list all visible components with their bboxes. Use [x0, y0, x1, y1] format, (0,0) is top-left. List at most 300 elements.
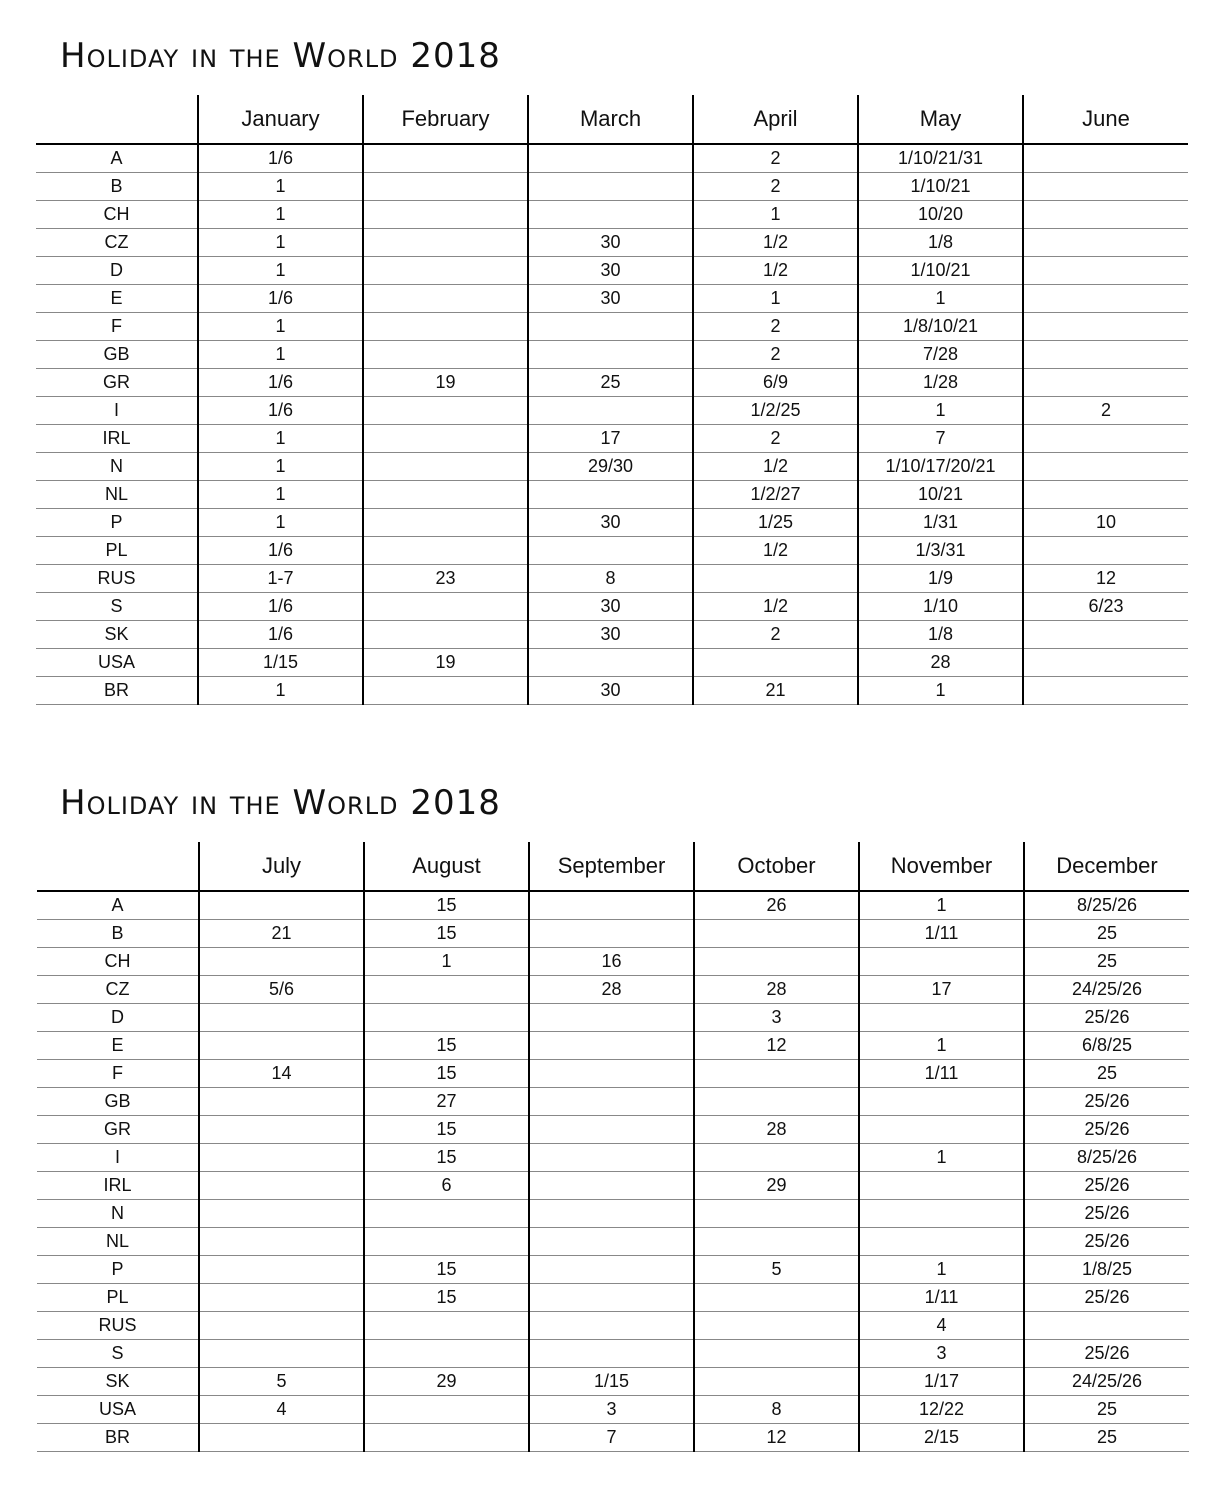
holiday-date-cell	[529, 1116, 694, 1144]
holiday-date-cell	[694, 948, 859, 976]
holiday-date-cell	[363, 313, 528, 341]
holiday-date-cell	[859, 1088, 1024, 1116]
country-code-cell: CH	[36, 201, 198, 229]
country-code-cell: GR	[37, 1116, 199, 1144]
holiday-date-cell: 29	[694, 1172, 859, 1200]
table-row	[37, 1004, 1189, 1032]
month-header: October	[694, 842, 859, 891]
holiday-date-cell: 6/8/25	[1024, 1032, 1189, 1060]
holiday-date-cell	[694, 920, 859, 948]
holiday-date-cell	[528, 537, 693, 565]
month-header: January	[198, 95, 363, 144]
country-code-cell: USA	[36, 649, 198, 677]
table-body	[36, 144, 1188, 705]
holiday-date-cell	[363, 257, 528, 285]
table-row	[36, 173, 1188, 201]
holiday-date-cell: 4	[199, 1396, 364, 1424]
holiday-date-cell	[1023, 229, 1188, 257]
holiday-date-cell: 1	[198, 313, 363, 341]
holiday-date-cell: 19	[363, 649, 528, 677]
holiday-date-cell: 1/15	[529, 1368, 694, 1396]
holiday-date-cell	[1023, 257, 1188, 285]
holiday-date-cell: 25/26	[1024, 1340, 1189, 1368]
table-row	[37, 1312, 1189, 1340]
holiday-date-cell	[859, 1004, 1024, 1032]
holiday-date-cell: 25/26	[1024, 1284, 1189, 1312]
holiday-date-cell	[199, 948, 364, 976]
holiday-date-cell	[1023, 481, 1188, 509]
holiday-date-cell	[529, 891, 694, 920]
holiday-date-cell	[364, 1424, 529, 1452]
table-row	[37, 1284, 1189, 1312]
country-code-cell: GB	[37, 1088, 199, 1116]
holiday-date-cell: 2	[1023, 397, 1188, 425]
holiday-date-cell	[199, 1424, 364, 1452]
holiday-date-cell	[1023, 537, 1188, 565]
holiday-date-cell: 25/26	[1024, 1088, 1189, 1116]
holiday-date-cell	[1024, 1312, 1189, 1340]
holiday-date-cell: 1	[198, 229, 363, 257]
holiday-date-cell: 1/8	[858, 229, 1023, 257]
holiday-date-cell: 15	[364, 1032, 529, 1060]
table-row	[37, 1228, 1189, 1256]
holiday-date-cell: 30	[528, 621, 693, 649]
holiday-date-cell	[529, 1284, 694, 1312]
holiday-date-cell: 21	[199, 920, 364, 948]
holiday-date-cell	[694, 1144, 859, 1172]
corner-cell	[36, 95, 198, 144]
holiday-date-cell	[1023, 453, 1188, 481]
holiday-date-cell	[859, 1228, 1024, 1256]
holiday-date-cell: 26	[694, 891, 859, 920]
country-code-cell: P	[36, 509, 198, 537]
holiday-date-cell: 7	[858, 425, 1023, 453]
holiday-date-cell: 7/28	[858, 341, 1023, 369]
header-row	[37, 842, 1189, 891]
holiday-date-cell: 30	[528, 285, 693, 313]
holiday-date-cell	[363, 621, 528, 649]
holiday-date-cell: 1/10/21	[858, 257, 1023, 285]
holiday-date-cell	[693, 649, 858, 677]
holiday-date-cell: 17	[528, 425, 693, 453]
table-row	[36, 677, 1188, 705]
country-code-cell: BR	[37, 1424, 199, 1452]
country-code-cell: N	[37, 1200, 199, 1228]
country-code-cell: RUS	[37, 1312, 199, 1340]
holiday-date-cell	[363, 425, 528, 453]
country-code-cell: D	[36, 257, 198, 285]
holiday-date-cell	[528, 341, 693, 369]
holiday-date-cell: 1	[198, 341, 363, 369]
holiday-date-cell	[199, 1340, 364, 1368]
table-row	[37, 1396, 1189, 1424]
country-code-cell: IRL	[37, 1172, 199, 1200]
country-code-cell: E	[37, 1032, 199, 1060]
holiday-date-cell: 1/10/17/20/21	[858, 453, 1023, 481]
holiday-date-cell	[1023, 313, 1188, 341]
holiday-table-1	[36, 95, 1188, 705]
table-row	[37, 1424, 1189, 1452]
month-header: May	[858, 95, 1023, 144]
holiday-date-cell: 6/23	[1023, 593, 1188, 621]
country-code-cell: A	[36, 144, 198, 173]
holiday-date-cell: 25/26	[1024, 1172, 1189, 1200]
holiday-date-cell: 1/17	[859, 1368, 1024, 1396]
holiday-date-cell	[529, 1256, 694, 1284]
holiday-date-cell: 4	[859, 1312, 1024, 1340]
holiday-date-cell	[364, 1312, 529, 1340]
holiday-date-cell	[199, 1228, 364, 1256]
country-code-cell: PL	[37, 1284, 199, 1312]
country-code-cell: PL	[36, 537, 198, 565]
holiday-date-cell	[1023, 144, 1188, 173]
country-code-cell: GR	[36, 369, 198, 397]
holiday-date-cell: 1	[198, 425, 363, 453]
holiday-date-cell	[199, 1172, 364, 1200]
holiday-date-cell	[1023, 677, 1188, 705]
country-code-cell: F	[37, 1060, 199, 1088]
table-row	[36, 593, 1188, 621]
holiday-date-cell	[694, 1368, 859, 1396]
holiday-date-cell: 1/31	[858, 509, 1023, 537]
holiday-date-cell	[529, 1060, 694, 1088]
holiday-date-cell	[363, 144, 528, 173]
holiday-date-cell	[364, 1228, 529, 1256]
holiday-date-cell: 1/6	[198, 369, 363, 397]
holiday-date-cell: 15	[364, 1144, 529, 1172]
holiday-date-cell: 14	[199, 1060, 364, 1088]
holiday-date-cell: 25/26	[1024, 1228, 1189, 1256]
holiday-date-cell: 12	[694, 1032, 859, 1060]
holiday-date-cell	[529, 1200, 694, 1228]
holiday-date-cell: 3	[859, 1340, 1024, 1368]
table-row	[36, 453, 1188, 481]
holiday-date-cell	[363, 285, 528, 313]
holiday-date-cell	[1023, 341, 1188, 369]
holiday-date-cell: 8	[694, 1396, 859, 1424]
holiday-date-cell	[859, 1116, 1024, 1144]
holiday-date-cell	[694, 1088, 859, 1116]
holiday-date-cell	[694, 1200, 859, 1228]
country-code-cell: SK	[37, 1368, 199, 1396]
holiday-date-cell: 1/6	[198, 397, 363, 425]
holiday-date-cell: 8	[528, 565, 693, 593]
holiday-date-cell: 10/21	[858, 481, 1023, 509]
table-row	[37, 948, 1189, 976]
country-code-cell: RUS	[36, 565, 198, 593]
holiday-date-cell: 1/2/27	[693, 481, 858, 509]
holiday-date-cell	[694, 1312, 859, 1340]
month-header: August	[364, 842, 529, 891]
holiday-date-cell: 6/9	[693, 369, 858, 397]
holiday-date-cell	[859, 1200, 1024, 1228]
holiday-date-cell: 24/25/26	[1024, 1368, 1189, 1396]
holiday-date-cell: 1	[859, 1144, 1024, 1172]
country-code-cell: SK	[36, 621, 198, 649]
holiday-date-cell: 1/2/25	[693, 397, 858, 425]
table-row	[36, 313, 1188, 341]
holiday-date-cell: 27	[364, 1088, 529, 1116]
holiday-date-cell: 7	[529, 1424, 694, 1452]
holiday-date-cell	[364, 1004, 529, 1032]
holiday-date-cell: 16	[529, 948, 694, 976]
month-header: April	[693, 95, 858, 144]
country-code-cell: CH	[37, 948, 199, 976]
country-code-cell: S	[37, 1340, 199, 1368]
holiday-date-cell	[1023, 285, 1188, 313]
holiday-date-cell	[363, 341, 528, 369]
holiday-date-cell: 3	[529, 1396, 694, 1424]
holiday-date-cell	[1023, 369, 1188, 397]
country-code-cell: CZ	[37, 976, 199, 1004]
holiday-date-cell: 2/15	[859, 1424, 1024, 1452]
holiday-date-cell	[528, 173, 693, 201]
holiday-date-cell	[363, 229, 528, 257]
holiday-date-cell: 1-7	[198, 565, 363, 593]
holiday-date-cell: 15	[364, 891, 529, 920]
country-code-cell: CZ	[36, 229, 198, 257]
table-row	[36, 285, 1188, 313]
holiday-date-cell	[364, 1340, 529, 1368]
holiday-date-cell	[528, 481, 693, 509]
holiday-date-cell	[363, 481, 528, 509]
holiday-date-cell: 30	[528, 509, 693, 537]
holiday-date-cell: 1/2	[693, 593, 858, 621]
holiday-date-cell	[529, 1340, 694, 1368]
holiday-date-cell	[1023, 621, 1188, 649]
holiday-date-cell	[529, 1144, 694, 1172]
holiday-date-cell: 1	[859, 1256, 1024, 1284]
holiday-date-cell	[694, 1284, 859, 1312]
table-row	[36, 425, 1188, 453]
holiday-date-cell: 25	[1024, 948, 1189, 976]
table-row	[37, 1340, 1189, 1368]
holiday-date-cell: 1	[198, 453, 363, 481]
holiday-date-cell	[364, 976, 529, 1004]
table-row	[36, 565, 1188, 593]
holiday-date-cell	[528, 397, 693, 425]
holiday-date-cell: 28	[694, 1116, 859, 1144]
holiday-date-cell: 1/6	[198, 593, 363, 621]
table-row	[36, 509, 1188, 537]
month-header: November	[859, 842, 1024, 891]
holiday-date-cell	[694, 1060, 859, 1088]
holiday-date-cell	[199, 1088, 364, 1116]
table-row	[36, 144, 1188, 173]
holiday-date-cell	[199, 1116, 364, 1144]
holiday-date-cell	[529, 920, 694, 948]
holiday-date-cell	[529, 1312, 694, 1340]
holiday-date-cell	[363, 537, 528, 565]
holiday-date-cell	[199, 1256, 364, 1284]
holiday-date-cell: 1	[693, 285, 858, 313]
country-code-cell: IRL	[36, 425, 198, 453]
table-row	[37, 1172, 1189, 1200]
country-code-cell: NL	[36, 481, 198, 509]
holiday-date-cell: 1/28	[858, 369, 1023, 397]
holiday-date-cell: 15	[364, 1256, 529, 1284]
country-code-cell: A	[37, 891, 199, 920]
holiday-date-cell: 1	[858, 397, 1023, 425]
holiday-date-cell: 30	[528, 593, 693, 621]
holiday-date-cell: 1	[198, 173, 363, 201]
holiday-date-cell: 25	[1024, 1060, 1189, 1088]
country-code-cell: B	[37, 920, 199, 948]
holiday-date-cell: 1/15	[198, 649, 363, 677]
holiday-date-cell: 1	[858, 677, 1023, 705]
holiday-date-cell	[529, 1172, 694, 1200]
holiday-date-cell	[1023, 425, 1188, 453]
holiday-date-cell: 23	[363, 565, 528, 593]
holiday-date-cell	[859, 1172, 1024, 1200]
country-code-cell: USA	[37, 1396, 199, 1424]
table-row	[37, 1368, 1189, 1396]
month-header: December	[1024, 842, 1189, 891]
section-title	[60, 783, 501, 823]
holiday-date-cell	[199, 1284, 364, 1312]
holiday-date-cell: 1/2	[693, 453, 858, 481]
country-code-cell: S	[36, 593, 198, 621]
country-code-cell: BR	[36, 677, 198, 705]
holiday-date-cell	[1023, 173, 1188, 201]
holiday-date-cell: 2	[693, 173, 858, 201]
title-text: Holiday in the World 2018	[60, 783, 501, 823]
holiday-date-cell: 1/8	[858, 621, 1023, 649]
table-row	[36, 369, 1188, 397]
holiday-date-cell	[199, 1004, 364, 1032]
table-row	[37, 1256, 1189, 1284]
holiday-date-cell	[528, 649, 693, 677]
table-row	[37, 1200, 1189, 1228]
holiday-date-cell: 1	[198, 677, 363, 705]
holiday-date-cell	[363, 397, 528, 425]
table-row	[37, 891, 1189, 920]
holiday-date-cell	[1023, 649, 1188, 677]
holiday-date-cell: 25	[1024, 1396, 1189, 1424]
holiday-date-cell: 1/8/10/21	[858, 313, 1023, 341]
holiday-date-cell	[364, 1396, 529, 1424]
holiday-date-cell: 1/2	[693, 257, 858, 285]
holiday-date-cell: 1/8/25	[1024, 1256, 1189, 1284]
holiday-date-cell: 28	[694, 976, 859, 1004]
holiday-date-cell: 30	[528, 677, 693, 705]
holiday-date-cell: 1	[198, 481, 363, 509]
holiday-date-cell: 1/6	[198, 144, 363, 173]
holiday-date-cell: 1/6	[198, 621, 363, 649]
section-title	[60, 36, 501, 76]
table-row	[36, 649, 1188, 677]
table-row	[37, 1144, 1189, 1172]
holiday-date-cell: 1	[198, 509, 363, 537]
holiday-date-cell: 19	[363, 369, 528, 397]
holiday-date-cell: 29	[364, 1368, 529, 1396]
holiday-date-cell	[363, 173, 528, 201]
country-code-cell: GB	[36, 341, 198, 369]
table-row	[37, 976, 1189, 1004]
holiday-date-cell: 1/2	[693, 537, 858, 565]
holiday-date-cell: 15	[364, 1060, 529, 1088]
holiday-date-cell: 1/10/21	[858, 173, 1023, 201]
table-row	[37, 1088, 1189, 1116]
holiday-date-cell: 17	[859, 976, 1024, 1004]
holiday-date-cell	[199, 891, 364, 920]
holiday-date-cell	[529, 1228, 694, 1256]
holiday-date-cell	[528, 144, 693, 173]
holiday-date-cell	[363, 201, 528, 229]
table-row	[37, 1116, 1189, 1144]
holiday-date-cell: 6	[364, 1172, 529, 1200]
holiday-date-cell: 2	[693, 313, 858, 341]
holiday-date-cell	[364, 1200, 529, 1228]
table-row	[37, 1060, 1189, 1088]
holiday-date-cell: 1/6	[198, 537, 363, 565]
holiday-date-cell: 5/6	[199, 976, 364, 1004]
holiday-date-cell: 2	[693, 621, 858, 649]
holiday-date-cell: 15	[364, 1284, 529, 1312]
holiday-date-cell	[1023, 201, 1188, 229]
table-row	[36, 537, 1188, 565]
holiday-date-cell	[363, 453, 528, 481]
month-header: September	[529, 842, 694, 891]
table-row	[36, 341, 1188, 369]
holiday-date-cell	[363, 677, 528, 705]
holiday-date-cell: 3	[694, 1004, 859, 1032]
country-code-cell: P	[37, 1256, 199, 1284]
holiday-date-cell: 8/25/26	[1024, 891, 1189, 920]
holiday-date-cell: 1/6	[198, 285, 363, 313]
holiday-date-cell: 25/26	[1024, 1116, 1189, 1144]
table-row	[36, 201, 1188, 229]
holiday-date-cell: 1	[859, 1032, 1024, 1060]
table-row	[36, 397, 1188, 425]
holiday-date-cell: 30	[528, 229, 693, 257]
holiday-date-cell: 30	[528, 257, 693, 285]
corner-cell	[37, 842, 199, 891]
holiday-date-cell: 1	[859, 891, 1024, 920]
holiday-date-cell	[363, 593, 528, 621]
holiday-date-cell: 2	[693, 144, 858, 173]
holiday-date-cell: 10	[1023, 509, 1188, 537]
holiday-date-cell: 2	[693, 425, 858, 453]
country-code-cell: D	[37, 1004, 199, 1032]
holiday-date-cell	[529, 1004, 694, 1032]
holiday-date-cell: 25/26	[1024, 1200, 1189, 1228]
month-header: July	[199, 842, 364, 891]
title-text: Holiday in the World 2018	[60, 36, 501, 76]
table-body	[37, 891, 1189, 1452]
holiday-date-cell: 1/11	[859, 1284, 1024, 1312]
holiday-date-cell: 1/2	[693, 229, 858, 257]
holiday-date-cell: 2	[693, 341, 858, 369]
holiday-date-cell: 10/20	[858, 201, 1023, 229]
holiday-date-cell	[199, 1200, 364, 1228]
holiday-date-cell	[199, 1312, 364, 1340]
holiday-date-cell: 1	[198, 257, 363, 285]
holiday-date-cell: 1/9	[858, 565, 1023, 593]
holiday-date-cell	[528, 313, 693, 341]
country-code-cell: I	[37, 1144, 199, 1172]
holiday-date-cell: 24/25/26	[1024, 976, 1189, 1004]
holiday-date-cell	[859, 948, 1024, 976]
holiday-date-cell: 8/25/26	[1024, 1144, 1189, 1172]
holiday-date-cell: 25	[1024, 1424, 1189, 1452]
holiday-date-cell	[199, 1032, 364, 1060]
holiday-date-cell: 25	[1024, 920, 1189, 948]
holiday-date-cell: 1	[693, 201, 858, 229]
holiday-table-2	[37, 842, 1189, 1452]
holiday-date-cell: 12	[1023, 565, 1188, 593]
holiday-date-cell: 25/26	[1024, 1004, 1189, 1032]
